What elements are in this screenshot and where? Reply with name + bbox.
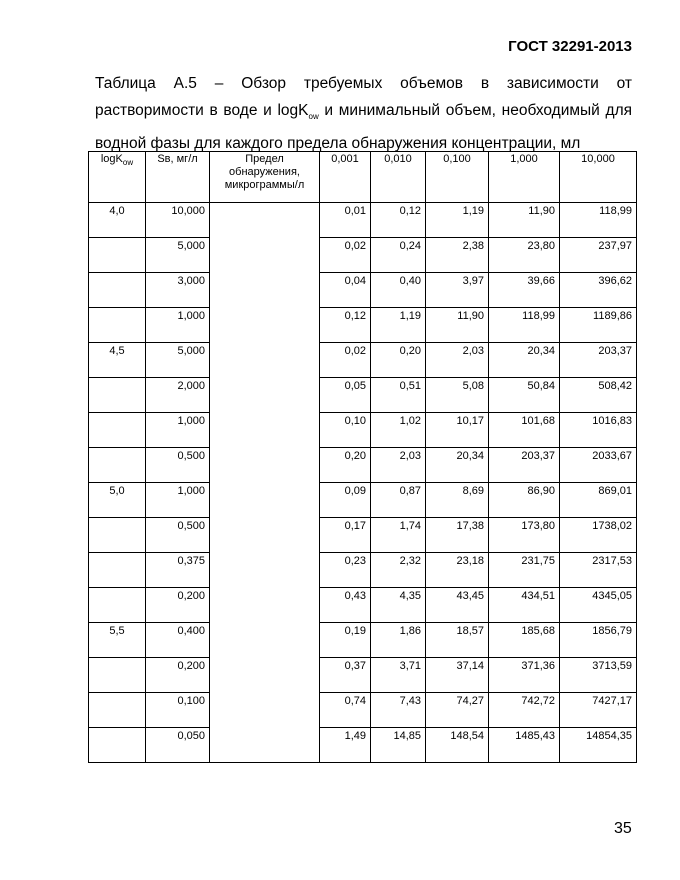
cell-volume-3: 43,45: [426, 588, 489, 623]
cell-volume-1: 0,74: [320, 693, 371, 728]
cell-volume-4: 86,90: [489, 483, 560, 518]
cell-volume-4: 50,84: [489, 378, 560, 413]
cell-volume-5: 2033,67: [560, 448, 637, 483]
cell-volume-5: 3713,59: [560, 658, 637, 693]
cell-volume-1: 0,05: [320, 378, 371, 413]
cell-volume-4: 20,34: [489, 343, 560, 378]
cell-volume-5: 869,01: [560, 483, 637, 518]
cell-volume-5: 14854,35: [560, 728, 637, 763]
cell-volume-1: 0,10: [320, 413, 371, 448]
cell-solubility: 5,000: [146, 343, 210, 378]
cell-volume-1: 0,43: [320, 588, 371, 623]
cell-volume-4: 118,99: [489, 308, 560, 343]
cell-volume-2: 1,86: [371, 623, 426, 658]
cell-logkow: 5,0: [89, 483, 146, 518]
cell-volume-1: 0,37: [320, 658, 371, 693]
cell-volume-2: 2,03: [371, 448, 426, 483]
cell-volume-3: 10,17: [426, 413, 489, 448]
cell-volume-5: 203,37: [560, 343, 637, 378]
cell-logkow: [89, 378, 146, 413]
cell-volume-4: 173,80: [489, 518, 560, 553]
header-solubility: Sв, мг/л: [146, 152, 210, 203]
cell-solubility: 2,000: [146, 378, 210, 413]
cell-solubility: 0,100: [146, 693, 210, 728]
document-code: ГОСТ 32291-2013: [508, 38, 632, 55]
cell-volume-4: 39,66: [489, 273, 560, 308]
table-row: [89, 378, 637, 413]
caption-line-1: Таблица А.5 – Обзор требуемых объемов в зависимости от: [95, 75, 632, 92]
cell-volume-3: 18,57: [426, 623, 489, 658]
cell-volume-2: 4,35: [371, 588, 426, 623]
header-conc-1: 0,001: [320, 152, 371, 203]
cell-solubility: 1,000: [146, 483, 210, 518]
cell-volume-5: 4345,05: [560, 588, 637, 623]
cell-volume-1: 0,12: [320, 308, 371, 343]
table-row: [89, 448, 637, 483]
cell-volume-3: 17,38: [426, 518, 489, 553]
cell-volume-1: 0,20: [320, 448, 371, 483]
cell-volume-4: 434,51: [489, 588, 560, 623]
caption-line-2: растворимости в воде и logK$_{ow}$ и минимальный объем, необходимый для: [95, 102, 633, 122]
table-row: [89, 518, 637, 553]
cell-volume-5: 1016,83: [560, 413, 637, 448]
cell-volume-1: 0,01: [320, 203, 371, 238]
table-row: [89, 623, 637, 658]
cell-volume-4: 231,75: [489, 553, 560, 588]
cell-volume-4: 23,80: [489, 238, 560, 273]
cell-volume-2: 0,20: [371, 343, 426, 378]
cell-volume-2: 0,24: [371, 238, 426, 273]
cell-volume-1: 1,49: [320, 728, 371, 763]
cell-volume-1: 0,19: [320, 623, 371, 658]
cell-volume-2: 7,43: [371, 693, 426, 728]
cell-volume-3: 11,90: [426, 308, 489, 343]
table-row: [89, 728, 637, 763]
cell-volume-2: 0,12: [371, 203, 426, 238]
table-caption: [95, 70, 632, 157]
cell-volume-4: 101,68: [489, 413, 560, 448]
cell-volume-5: 2317,53: [560, 553, 637, 588]
cell-volume-5: 1738,02: [560, 518, 637, 553]
cell-solubility: 0,500: [146, 448, 210, 483]
volume-table: [88, 151, 637, 763]
cell-volume-4: 742,72: [489, 693, 560, 728]
cell-volume-3: 37,14: [426, 658, 489, 693]
cell-volume-4: 185,68: [489, 623, 560, 658]
cell-detection-limit-empty: [210, 203, 320, 763]
table-row: [89, 588, 637, 623]
cell-volume-3: 74,27: [426, 693, 489, 728]
cell-volume-4: 203,37: [489, 448, 560, 483]
cell-volume-5: 1189,86: [560, 308, 637, 343]
cell-volume-5: 237,97: [560, 238, 637, 273]
cell-volume-3: 3,97: [426, 273, 489, 308]
cell-volume-2: 1,19: [371, 308, 426, 343]
header-detection-limit: Предел обнаружения, микрограммы/л: [210, 152, 320, 203]
cell-solubility: 5,000: [146, 238, 210, 273]
cell-volume-5: 508,42: [560, 378, 637, 413]
cell-volume-1: 0,02: [320, 343, 371, 378]
cell-volume-5: 1856,79: [560, 623, 637, 658]
cell-volume-5: 118,99: [560, 203, 637, 238]
cell-logkow: [89, 693, 146, 728]
cell-volume-1: 0,02: [320, 238, 371, 273]
table-row: [89, 413, 637, 448]
cell-volume-2: 2,32: [371, 553, 426, 588]
cell-solubility: 0,200: [146, 588, 210, 623]
table-row: [89, 483, 637, 518]
cell-volume-1: 0,04: [320, 273, 371, 308]
table-row: [89, 273, 637, 308]
cell-volume-1: 0,09: [320, 483, 371, 518]
cell-volume-4: 371,36: [489, 658, 560, 693]
cell-logkow: 4,5: [89, 343, 146, 378]
table-row: [89, 553, 637, 588]
cell-volume-2: 3,71: [371, 658, 426, 693]
cell-logkow: [89, 518, 146, 553]
table-row: [89, 203, 637, 238]
cell-volume-2: 14,85: [371, 728, 426, 763]
cell-logkow: [89, 658, 146, 693]
cell-volume-2: 1,02: [371, 413, 426, 448]
cell-volume-3: 1,19: [426, 203, 489, 238]
cell-volume-4: 1485,43: [489, 728, 560, 763]
header-conc-5: 10,000: [560, 152, 637, 203]
header-logkow: logK$_{ow}$: [89, 152, 146, 203]
cell-volume-1: 0,17: [320, 518, 371, 553]
cell-logkow: [89, 553, 146, 588]
cell-solubility: 1,000: [146, 308, 210, 343]
cell-logkow: [89, 308, 146, 343]
cell-volume-3: 2,03: [426, 343, 489, 378]
cell-volume-1: 0,23: [320, 553, 371, 588]
cell-solubility: 10,000: [146, 203, 210, 238]
cell-solubility: 0,500: [146, 518, 210, 553]
table-row: [89, 343, 637, 378]
cell-solubility: 0,050: [146, 728, 210, 763]
cell-logkow: [89, 588, 146, 623]
cell-volume-2: 1,74: [371, 518, 426, 553]
cell-solubility: 1,000: [146, 413, 210, 448]
cell-logkow: [89, 728, 146, 763]
cell-volume-4: 11,90: [489, 203, 560, 238]
table-header-row: [89, 152, 637, 203]
cell-volume-3: 2,38: [426, 238, 489, 273]
cell-logkow: 5,5: [89, 623, 146, 658]
cell-logkow: [89, 273, 146, 308]
cell-logkow: 4,0: [89, 203, 146, 238]
page-number: 35: [614, 820, 632, 837]
cell-volume-2: 0,87: [371, 483, 426, 518]
cell-logkow: [89, 413, 146, 448]
cell-volume-2: 0,51: [371, 378, 426, 413]
header-conc-2: 0,010: [371, 152, 426, 203]
cell-volume-3: 148,54: [426, 728, 489, 763]
cell-volume-3: 5,08: [426, 378, 489, 413]
cell-volume-3: 8,69: [426, 483, 489, 518]
cell-solubility: 0,200: [146, 658, 210, 693]
cell-solubility: 3,000: [146, 273, 210, 308]
cell-logkow: [89, 448, 146, 483]
cell-volume-5: 7427,17: [560, 693, 637, 728]
cell-volume-2: 0,40: [371, 273, 426, 308]
table-row: [89, 238, 637, 273]
header-conc-3: 0,100: [426, 152, 489, 203]
header-conc-4: 1,000: [489, 152, 560, 203]
cell-solubility: 0,375: [146, 553, 210, 588]
table-row: [89, 658, 637, 693]
cell-solubility: 0,400: [146, 623, 210, 658]
cell-volume-5: 396,62: [560, 273, 637, 308]
caption-line-3: водной фазы для каждого предела обнаружения концентрации, мл: [95, 135, 581, 153]
cell-volume-3: 20,34: [426, 448, 489, 483]
cell-logkow: [89, 238, 146, 273]
table-row: [89, 308, 637, 343]
table-row: [89, 693, 637, 728]
cell-volume-3: 23,18: [426, 553, 489, 588]
